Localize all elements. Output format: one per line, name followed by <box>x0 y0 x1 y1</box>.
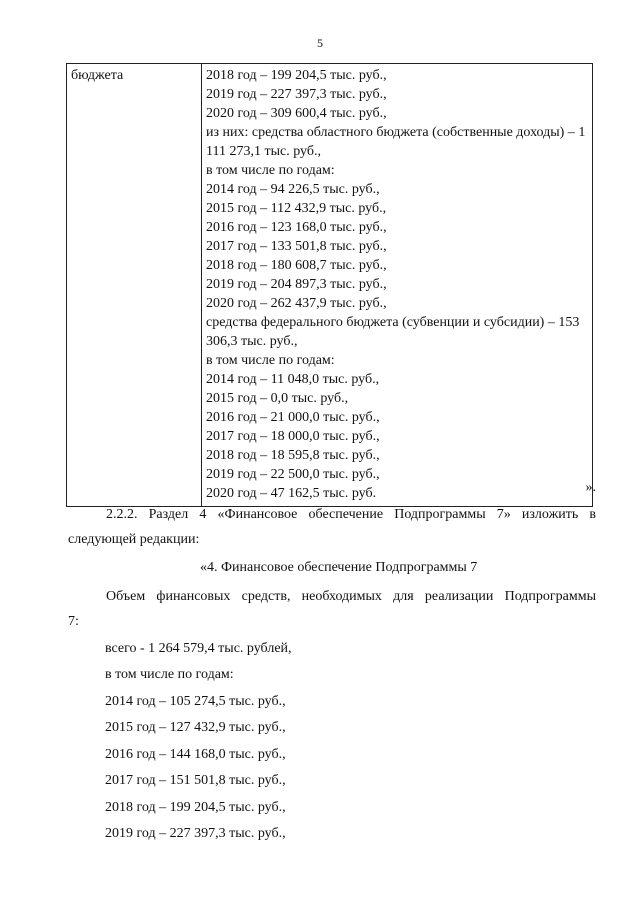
paragraph-line: Объем финансовых средств, необходимых для реализации Подпрограммы <box>106 589 596 604</box>
page-number: 5 <box>317 36 323 50</box>
budget-line: из них: средства областного бюджета (собственные доходы) – 1 111 273,1 тыс. руб., <box>206 125 586 159</box>
body-line: 2017 год – 151 501,8 тыс. руб., <box>105 773 286 788</box>
budget-line: 2020 год – 47 162,5 тыс. руб. <box>206 486 377 501</box>
budget-line: 2015 год – 0,0 тыс. руб., <box>206 391 349 406</box>
closing-quote: ». <box>585 480 596 495</box>
body-line: 2014 год – 105 274,5 тыс. руб., <box>105 694 286 709</box>
budget-line: 2014 год – 94 226,5 тыс. руб., <box>206 182 380 197</box>
budget-line: 2019 год – 227 397,3 тыс. руб., <box>206 87 387 102</box>
table-row <box>67 64 593 507</box>
budget-line: в том числе по годам: <box>206 353 335 368</box>
budget-line: 2018 год – 18 595,8 тыс. руб., <box>206 448 380 463</box>
paragraph-line: 2.2.2. Раздел 4 «Финансовое обеспечение Подпрограммы 7» изложить в <box>106 507 596 522</box>
body-line: в том числе по годам: <box>105 667 234 682</box>
budget-line: в том числе по годам: <box>206 163 335 178</box>
budget-line: 2020 год – 309 600,4 тыс. руб., <box>206 106 387 121</box>
table-value-cell <box>202 64 593 507</box>
budget-line: 2020 год – 262 437,9 тыс. руб., <box>206 296 387 311</box>
budget-line: 2014 год – 11 048,0 тыс. руб., <box>206 372 380 387</box>
budget-line: 2017 год – 133 501,8 тыс. руб., <box>206 239 387 254</box>
budget-table <box>66 63 593 507</box>
budget-line: 2018 год – 180 608,7 тыс. руб., <box>206 258 387 273</box>
body-line: 2018 год – 199 204,5 тыс. руб., <box>105 800 286 815</box>
budget-line: 2016 год – 21 000,0 тыс. руб., <box>206 410 380 425</box>
body-line: 2016 год – 144 168,0 тыс. руб., <box>105 747 286 762</box>
table-label-cell <box>67 64 202 507</box>
budget-line: средства федерального бюджета (субвенции и субсидии) – 153 306,3 тыс. руб., <box>206 315 580 349</box>
budget-line: 2016 год – 123 168,0 тыс. руб., <box>206 220 387 235</box>
budget-line: 2017 год – 18 000,0 тыс. руб., <box>206 429 380 444</box>
section-heading: «4. Финансовое обеспечение Подпрограммы 7 <box>200 560 478 575</box>
body-line: 2019 год – 227 397,3 тыс. руб., <box>105 826 286 841</box>
paragraph-line: 7: <box>68 614 79 629</box>
table-label: бюджета <box>71 68 124 83</box>
budget-line: 2018 год – 199 204,5 тыс. руб., <box>206 68 387 83</box>
body-line: 2015 год – 127 432,9 тыс. руб., <box>105 720 286 735</box>
budget-line: 2019 год – 22 500,0 тыс. руб., <box>206 467 380 482</box>
body-line: всего - 1 264 579,4 тыс. рублей, <box>105 641 292 656</box>
budget-line: 2015 год – 112 432,9 тыс. руб., <box>206 201 387 216</box>
paragraph-line: следующей редакции: <box>68 532 200 547</box>
budget-line: 2019 год – 204 897,3 тыс. руб., <box>206 277 387 292</box>
